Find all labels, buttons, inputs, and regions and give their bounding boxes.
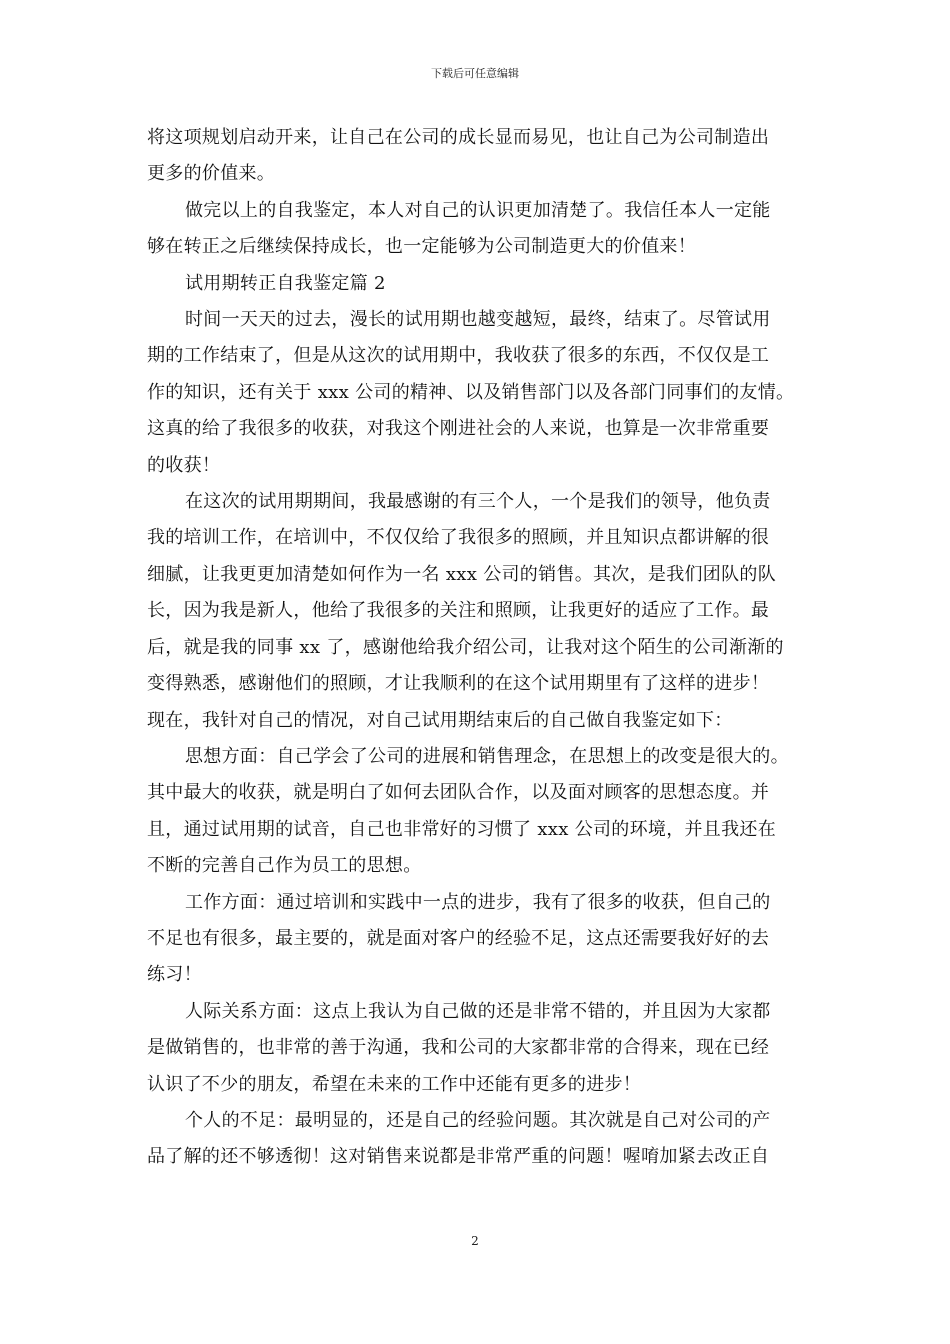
text-line: 变得熟悉，感谢他们的照顾，才让我顺利的在这个试用期里有了这样的进步！ bbox=[147, 673, 770, 695]
text-line: 做完以上的自我鉴定，本人对自己的认识更加清楚了。我信任本人一定能 bbox=[185, 199, 771, 221]
text-line: 且，通过试用期的试音，自己也非常好的习惯了 xxx 公司的环境，并且我还在 bbox=[147, 818, 776, 840]
page-number: 2 bbox=[471, 1234, 479, 1248]
text-line: 工作方面：通过培训和实践中一点的进步，我有了很多的收获，但自己的 bbox=[185, 891, 771, 913]
text-line: 够在转正之后继续保持成长，也一定能够为公司制造更大的价值来！ bbox=[147, 236, 696, 258]
paragraph bbox=[147, 739, 807, 885]
text-line: 我的培训工作，在培训中，不仅仅给了我很多的照顾，并且知识点都讲解的很 bbox=[147, 527, 770, 549]
paragraph bbox=[147, 193, 807, 266]
text-line: 时间一天天的过去，漫长的试用期也越变越短，最终，结束了。尽管试用 bbox=[185, 309, 771, 331]
text-line: 更多的价值来。 bbox=[147, 163, 276, 185]
text-line: 人际关系方面：这点上我认为自己做的还是非常不错的，并且因为大家都 bbox=[185, 1000, 771, 1022]
text-line: 这真的给了我很多的收获，对我这个刚进社会的人来说，也算是一次非常重要 bbox=[147, 418, 770, 440]
text-line: 不足也有很多，最主要的，就是面对客户的经验不足，这点还需要我好好的去 bbox=[147, 927, 770, 949]
text-line: 的收获！ bbox=[147, 454, 221, 476]
text-line: 练习！ bbox=[147, 964, 202, 986]
text-line: 不断的完善自己作为员工的思想。 bbox=[147, 855, 422, 877]
text-line: 是做销售的，也非常的善于沟通，我和公司的大家都非常的合得来，现在已经 bbox=[147, 1037, 770, 1059]
text-line: 其中最大的收获，就是明白了如何去团队合作，以及面对顾客的思想态度。并 bbox=[147, 782, 770, 804]
text-line: 现在，我针对自己的情况，对自己试用期结束后的自己做自我鉴定如下： bbox=[147, 709, 733, 731]
text-line: 将这项规划启动开来，让自己在公司的成长显而易见，也让自己为公司制造出 bbox=[147, 127, 770, 148]
paragraph bbox=[147, 885, 807, 994]
paragraph bbox=[147, 1103, 807, 1176]
document-body bbox=[147, 120, 807, 1176]
paragraph bbox=[147, 484, 807, 739]
text-line: 长，因为我是新人，他给了我很多的关注和照顾，让我更好的适应了工作。最 bbox=[147, 600, 770, 622]
text-line: 期的工作结束了，但是从这次的试用期中，我收获了很多的东西，不仅仅是工 bbox=[147, 345, 770, 367]
paragraph bbox=[147, 120, 807, 193]
paragraph bbox=[147, 302, 807, 484]
text-line: 个人的不足：最明显的，还是自己的经验问题。其次就是自己对公司的产 bbox=[185, 1109, 771, 1131]
text-line: 思想方面：自己学会了公司的进展和销售理念，在思想上的改变是很大的。 bbox=[185, 745, 789, 767]
text-line: 品了解的还不够透彻！这对销售来说都是非常严重的问题！喔唷加紧去改正自 bbox=[147, 1146, 770, 1168]
page-header: 下载后可任意编辑 bbox=[431, 67, 519, 80]
text-line: 试用期转正自我鉴定篇 2 bbox=[185, 272, 386, 294]
text-line: 认识了不少的朋友，希望在未来的工作中还能有更多的进步！ bbox=[147, 1073, 642, 1095]
text-line: 作的知识，还有关于 xxx 公司的精神、以及销售部门以及各部门同事们的友情。 bbox=[147, 381, 795, 403]
paragraph bbox=[147, 994, 807, 1103]
text-line: 在这次的试用期期间，我最感谢的有三个人，一个是我们的领导，他负责 bbox=[185, 491, 771, 513]
text-line: 细腻，让我更更加清楚如何作为一名 xxx 公司的销售。其次，是我们团队的队 bbox=[147, 563, 776, 585]
text-line: 后，就是我的同事 xx 了，感谢他给我介绍公司，让我对这个陌生的公司渐渐的 bbox=[147, 636, 784, 658]
paragraph bbox=[147, 266, 807, 302]
